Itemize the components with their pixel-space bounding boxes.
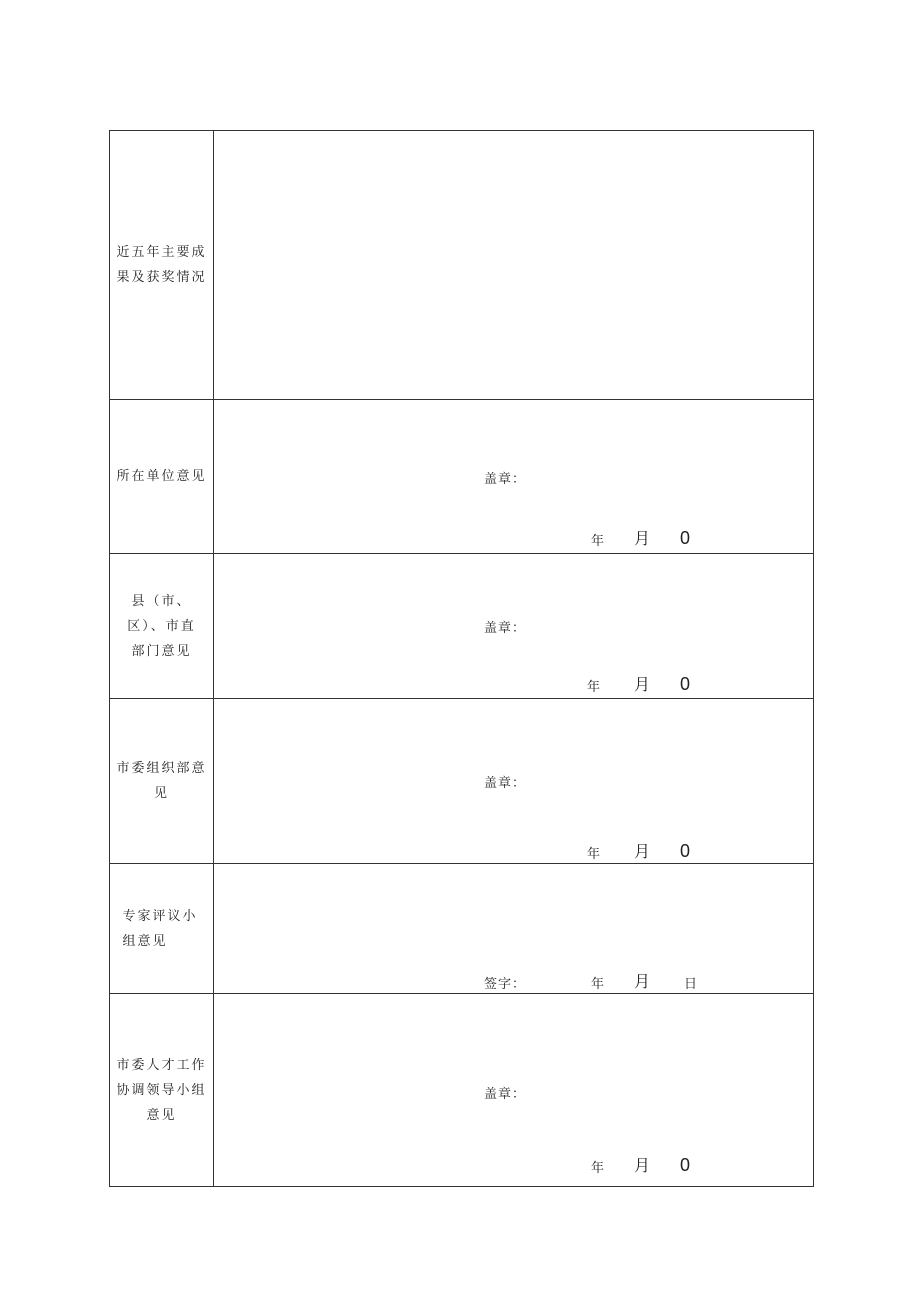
- label-cell: [110, 554, 214, 698]
- row-org-dept-opinion: [110, 699, 813, 864]
- label-cell: [110, 994, 214, 1186]
- date-month-label: 月: [634, 1156, 651, 1175]
- stamp-label: 盖章：: [484, 1087, 527, 1102]
- date-line: [214, 1154, 813, 1176]
- date-day-value: 0: [680, 674, 691, 694]
- unit-opinion-content-cell[interactable]: [214, 400, 813, 553]
- row-label-county-dept-opinion: 县（市、区）、市直部门意见: [127, 593, 196, 659]
- date-year-label: 年: [591, 534, 605, 549]
- date-year-label: 年: [587, 680, 601, 695]
- row-label-org-dept-opinion: 市委组织部意见: [116, 761, 207, 801]
- stamp-label: 盖章：: [484, 621, 527, 636]
- date-day-value: 0: [680, 1155, 691, 1175]
- label-cell: [110, 131, 214, 399]
- row-county-dept-opinion: [110, 554, 813, 699]
- stamp-label: 盖章：: [484, 472, 527, 487]
- date-line: [214, 673, 813, 695]
- date-month-label: 月: [634, 972, 651, 991]
- row-label-unit-opinion: 所在单位意见: [116, 469, 207, 484]
- date-month-label: 月: [634, 529, 651, 548]
- label-cell: [110, 864, 214, 993]
- achievements-content-cell[interactable]: [214, 131, 813, 399]
- date-year-label: 年: [591, 977, 605, 992]
- date-month-label: 月: [634, 842, 651, 861]
- row-expert-opinion: [110, 864, 813, 994]
- row-talent-group-opinion: [110, 994, 813, 1186]
- date-day-label: 日: [684, 977, 698, 992]
- expert-opinion-content-cell[interactable]: [214, 864, 813, 993]
- row-achievements: [110, 131, 813, 400]
- opinion-form-table: [109, 130, 814, 1187]
- date-year-label: 年: [591, 1161, 605, 1176]
- date-day-value: 0: [680, 841, 691, 861]
- date-year-label: 年: [587, 847, 601, 862]
- org-dept-opinion-content-cell[interactable]: [214, 699, 813, 863]
- row-label-expert-opinion: 专家评议小组意见: [122, 908, 198, 949]
- date-line: [214, 840, 813, 862]
- signature-date-line: [214, 970, 813, 992]
- stamp-label: 盖章：: [484, 776, 527, 791]
- label-cell: [110, 699, 214, 863]
- date-line: [214, 527, 813, 549]
- date-day-value: 0: [680, 528, 691, 548]
- talent-group-opinion-content-cell[interactable]: [214, 994, 813, 1186]
- label-cell: [110, 400, 214, 553]
- row-unit-opinion: [110, 400, 813, 554]
- row-label-achievements: 近五年主要成果及获奖情况: [116, 245, 207, 285]
- county-dept-opinion-content-cell[interactable]: [214, 554, 813, 698]
- row-label-talent-group-opinion: 市委人才工作协调领导小组意见: [116, 1057, 207, 1123]
- date-month-label: 月: [634, 675, 651, 694]
- signature-label: 签字：: [484, 977, 527, 992]
